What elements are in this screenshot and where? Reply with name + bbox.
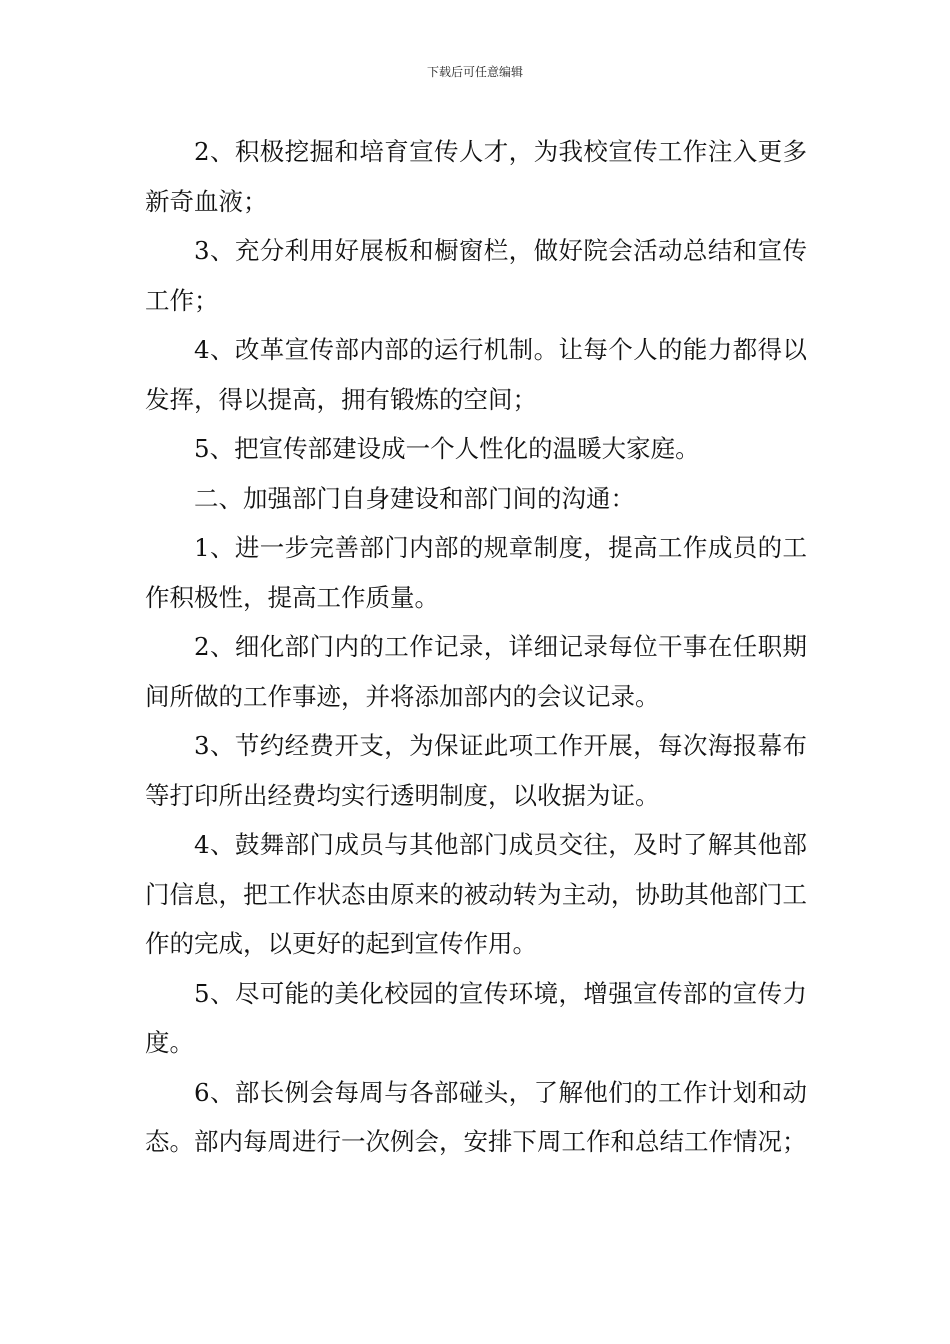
paragraph: 5、尽可能的美化校园的宣传环境，增强宣传部的宣传力度。 — [145, 978, 807, 1057]
paragraph: 4、鼓舞部门成员与其他部门成员交往，及时了解其他部门信息，把工作状态由原来的被动转为主动，协助其他部门工作的完成，以更好的起到宣传作用。 — [145, 830, 807, 958]
section-heading: 二、加强部门自身建设和部门间的沟通： — [194, 483, 635, 513]
paragraph: 3、充分利用好展板和橱窗栏，做好院会活动总结和宣传工作； — [145, 236, 807, 315]
paragraph: 3、节约经费开支，为保证此项工作开展，每次海报幕布等打印所出经费均实行透明制度，以收据为证。 — [145, 731, 807, 810]
paragraph: 2、积极挖掘和培育宣传人才，为我校宣传工作注入更多新奇血液； — [145, 137, 807, 216]
paragraph: 5、把宣传部建设成一个人性化的温暖大家庭。 — [194, 434, 700, 463]
paragraph: 2、细化部门内的工作记录，详细记录每位干事在任职期间所做的工作事迹，并将添加部内的会议记录。 — [145, 632, 807, 711]
document-body — [145, 127, 807, 1167]
page-header-note: 下载后可任意编辑 — [426, 65, 523, 79]
paragraph: 1、进一步完善部门内部的规章制度，提高工作成员的工作积极性，提高工作质量。 — [145, 533, 807, 612]
paragraph: 4、改革宣传部内部的运行机制。让每个人的能力都得以发挥，得以提高，拥有锻炼的空间； — [145, 335, 807, 414]
paragraph: 6、部长例会每周与各部碰头，了解他们的工作计划和动态。部内每周进行一次例会，安排下周工作和总结工作情况； — [145, 1077, 807, 1156]
